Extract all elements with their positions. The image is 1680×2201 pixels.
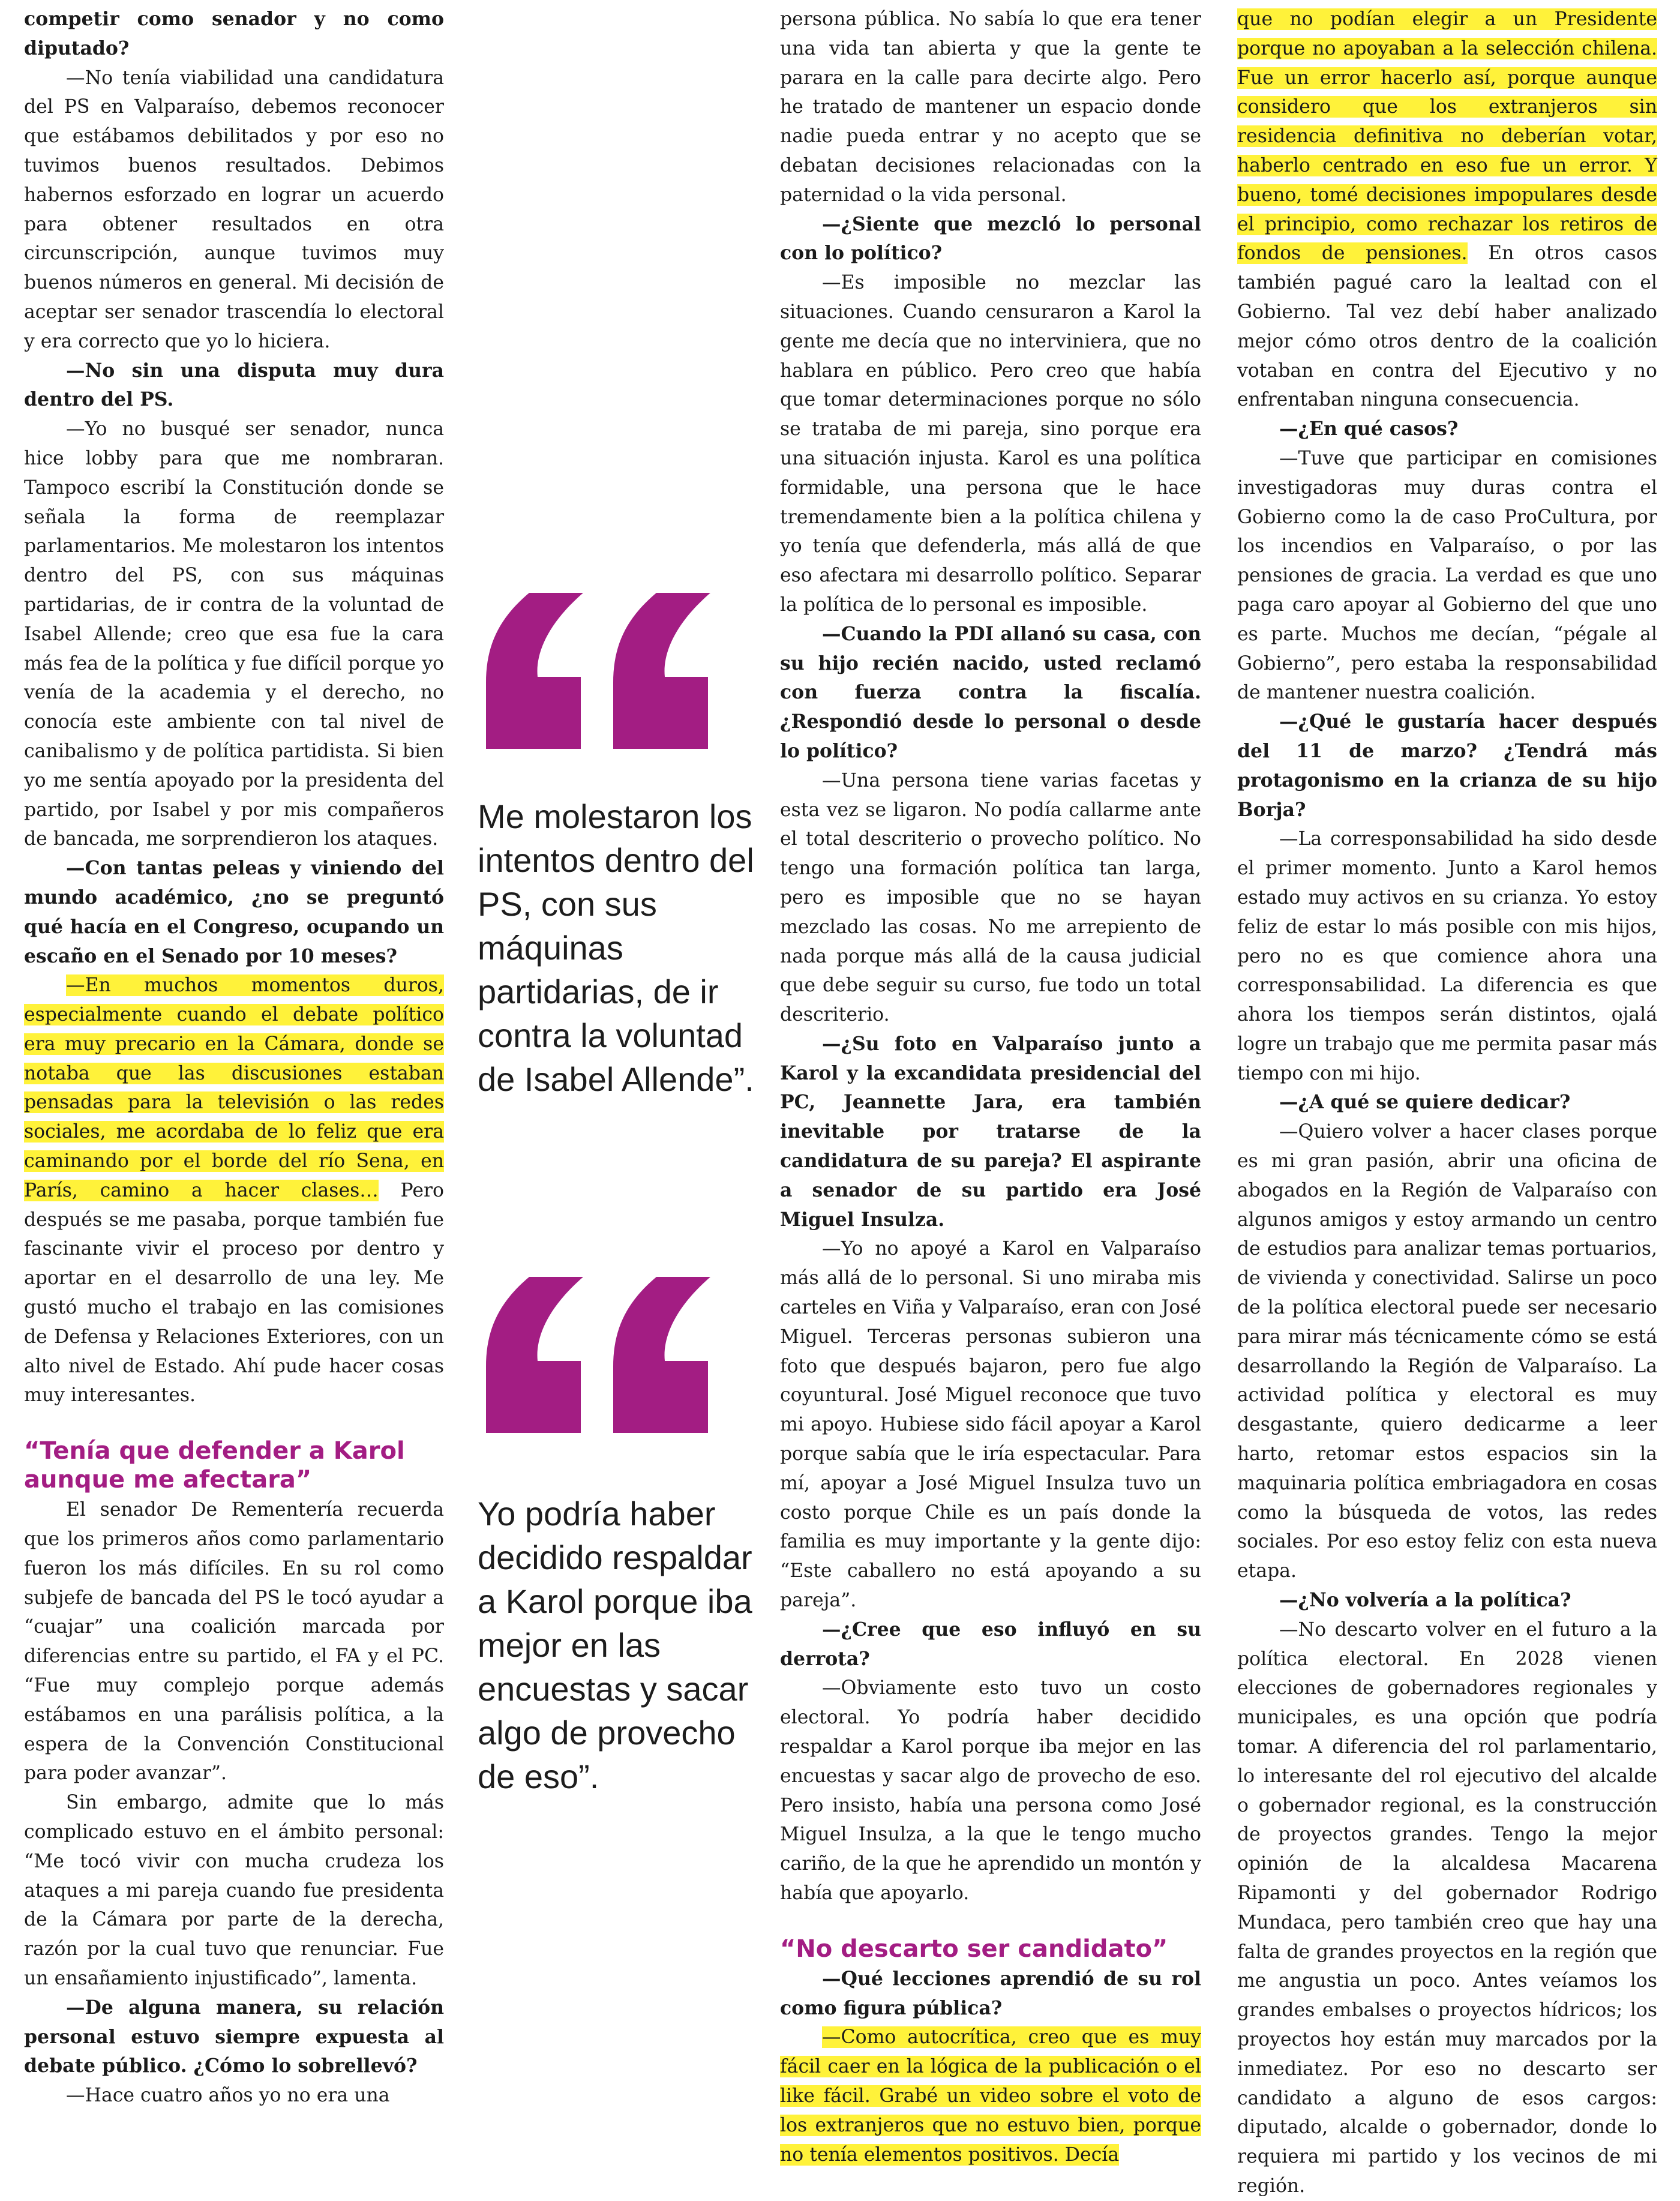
pull-quote-1: Me molestaron los intentos dentro del PS, con sus máquinas partidarias, de ir contra la voluntad de Isabel Allende”. <box>478 797 754 1098</box>
body-paragraph <box>24 2081 444 2110</box>
paragraph-text: —¿Cree que eso influyó en su derrota? <box>780 1618 1201 1670</box>
paragraph-text: —No tenía viabilidad una candidatura del PS en Valparaíso, debemos reconocer que estábamos debilitados y por eso no tuvimos buenos resultados. Debimos habernos esforzado en lograr un acuerdo para obtener resultados en otra circunscripción, aunque tuvimos muy buenos números en general. Mi decisión de aceptar ser senador trascendía lo electoral y era correcto que yo lo hiciera. <box>24 67 444 352</box>
interview-question <box>780 1030 1201 1235</box>
interview-question <box>24 854 444 971</box>
body-paragraph <box>780 1234 1201 1615</box>
interview-question <box>1237 1586 1657 1615</box>
article-column-1 <box>24 5 444 2110</box>
interview-question <box>780 620 1201 766</box>
paragraph-text: persona pública. No sabía lo que era tener una vida tan abierta y que la gente te parara en la calle para decirte algo. Pero he tratado de mantener un espacio donde nadie pueda entrar y no acepto que se debatan decisiones relacionadas con la paternidad o la vida personal. <box>780 8 1201 206</box>
paragraph-text: —Obviamente esto tuvo un costo electoral. Yo podría haber decidido respaldar a Karol porque iba mejor en las encuestas y sacar algo de provecho de eso. Pero insisto, había una persona como José Miguel Insulza, a la que le tengo mucho cariño, de la que he aprendido un montón y había que apoyarlo. <box>780 1677 1201 1904</box>
body-paragraph <box>1237 824 1657 1088</box>
pull-quote-2: Yo podría haber decidido respaldar a Karol porque iba mejor en las encuestas y sacar algo de provecho de eso”. <box>478 1495 752 1795</box>
quote-mark-icon <box>475 1266 739 1434</box>
paragraph-text: —¿No volvería a la política? <box>1279 1589 1571 1612</box>
interview-question <box>24 356 444 415</box>
body-paragraph <box>24 971 444 1410</box>
body-paragraph <box>1237 1117 1657 1586</box>
paragraph-text: Pero después se me pasaba, porque también fue fascinante vivir el proceso por dentro y aportar en el desarrollo de una ley. Me gustó mucho el trabajo en las comisiones de Defensa y Relaciones Exteriores, con un alto nivel de Estado. Ahí pude hacer cosas muy interesantes. <box>24 1179 444 1407</box>
paragraph-text: “No descarto ser candidato” <box>780 1935 1168 1963</box>
paragraph-text: —¿En qué casos? <box>1279 418 1459 440</box>
paragraph-text: —Qué lecciones aprendió de su rol como figura pública? <box>780 1967 1201 2019</box>
interview-question <box>24 5 444 64</box>
paragraph-text: —¿Qué le gustaría hacer después del 11 de marzo? ¿Tendrá más protagonismo en la crianza de su hijo Borja? <box>1237 710 1657 821</box>
paragraph-text: —Yo no busqué ser senador, nunca hice lobby para que me nombraran. Tampoco escribí la Constitución donde se señala la forma de reemplazar parlamentarios. Me molestaron los intentos dentro del PS, con sus máquinas partidarias, de ir contra de la voluntad de Isabel Allende; creo que esa fue la cara más fea de la política y fue difícil porque yo venía de la academia y el derecho, no conocía este ambiente con tal nivel de canibalismo y de política partidista. Si bien yo me sentía apoyado por la presidenta del partido, por Isabel y por mis compañeros de bancada, me sorprendieron los ataques. <box>24 418 444 850</box>
section-subheading <box>24 1437 444 1494</box>
interview-question <box>1237 1088 1657 1117</box>
body-paragraph <box>780 268 1201 620</box>
interview-question <box>1237 415 1657 444</box>
interview-question <box>780 1965 1201 2023</box>
article-column-3 <box>1237 5 1657 2201</box>
paragraph-text: —No descarto volver en el futuro a la política electoral. En 2028 vienen elecciones de gobernadores regionales y municipales, es una opción que podría tomar. A diferencia del rol parlamentario, lo interesante del rol ejecutivo del alcalde o gobernador regional, es la construcción de proyectos grandes. Tengo la mejor opinión de la alcaldesa Macarena Ripamonti y del gobernador Rodrigo Mundaca, pero también creo que hay una falta de grandes proyectos en la región que me angustia un poco. Antes veíamos los grandes embalses o proyectos hídricos; los proyectos hoy están muy marcados por la inmediatez. Por eso no descarto ser candidato a alguno de esos cargos: diputado, alcalde o gobernador, donde lo requiera mi partido y los vecinos de mi región. <box>1237 1618 1657 2197</box>
interview-question <box>780 1615 1201 1674</box>
body-paragraph <box>780 2023 1201 2169</box>
paragraph-text: —Yo no apoyé a Karol en Valparaíso más allá de lo personal. Si uno miraba mis carteles en Viña y Valparaíso, eran con José Miguel. Terceras personas subieron una foto que después bajaron, pero fue algo coyuntural. José Miguel reconoce que tuvo mi apoyo. Hubiese sido fácil apoyar a Karol porque sabía que le iría espectacular. Para mí, apoyar a José Miguel Insulza tuvo un costo porque Chile es un país donde la familia es muy importante y la gente dijo: “Este caballero no está apoyando a su pareja”. <box>780 1238 1201 1612</box>
body-paragraph <box>780 766 1201 1030</box>
interview-question <box>24 1993 444 2081</box>
paragraph-text: —No sin una disputa muy dura dentro del PS. <box>24 359 444 411</box>
paragraph-text: —Hace cuatro años yo no era una <box>66 2085 390 2107</box>
highlighted-text: —En muchos momentos duros, especialmente cuando el debate político era muy precario en la Cámara, donde se notaba que las discusiones estaban pensadas para la televisión o las redes sociales, me acordaba de lo feliz que era caminando por el borde del río Sena, en París, camino a hacer clases… <box>24 974 444 1201</box>
paragraph-text: —¿A qué se quiere dedicar? <box>1279 1091 1571 1114</box>
section-subheading <box>780 1935 1201 1963</box>
paragraph-text: —Es imposible no mezclar las situaciones. Cuando censuraron a Karol la gente me decía que no interviniera, que no hablara en público. Pero creo que había que tomar determinaciones porque no sólo se trataba de mi pareja, sino porque era una situación injusta. Karol es una política formidable, una persona que le hace tremendamente bien a la política chilena y yo tenía que defenderla, más allá de que eso afectara mi desarrollo político. Separar la política de lo personal es imposible. <box>780 272 1201 616</box>
body-paragraph <box>1237 1615 1657 2201</box>
quote-mark-icon <box>475 582 739 750</box>
body-paragraph <box>1237 5 1657 415</box>
paragraph-text: “Tenía que defender a Karol aunque me afectara” <box>24 1437 405 1494</box>
body-paragraph <box>780 5 1201 210</box>
paragraph-text: —¿Su foto en Valparaíso junto a Karol y la excandidata presidencial del PC, Jeannette Jara, era también inevitable por tratarse de la candidatura de su pareja? El aspirante a senador de su partido era José Miguel Insulza. <box>780 1032 1201 1231</box>
paragraph-text: —De alguna manera, su relación personal estuvo siempre expuesta al debate público. ¿Cómo lo sobrellevó? <box>24 1996 444 2077</box>
interview-question <box>1237 707 1657 824</box>
highlighted-text: —Como autocrítica, creo que es muy fácil caer en la lógica de la publicación o el like fácil. Grabé un video sobre el voto de los extranjeros que no estuvo bien, porque no tenía elementos positivos. Decía <box>780 2026 1201 2166</box>
body-paragraph <box>780 1674 1201 1908</box>
paragraph-text: competir como senador y no como diputado? <box>24 8 444 59</box>
paragraph-text: —Con tantas peleas y viniendo del mundo académico, ¿no se preguntó qué hacía en el Congreso, ocupando un escaño en el Senado por 10 meses? <box>24 857 444 967</box>
paragraph-text: —Una persona tiene varias facetas y esta vez se ligaron. No podía callarme ante el total descriterio o provecho político. No tengo una formación política tan larga, pero es imposible que no se hayan mezclado las cosas. No me arrepiento de nada porque más allá de la causa judicial que debe seguir su curso, fue todo un total descriterio. <box>780 769 1201 1026</box>
paragraph-text: —Quiero volver a hacer clases porque es mi gran pasión, abrir una oficina de abogados en la Región de Valparaíso con algunos amigos y estoy armando un centro de estudios para analizar temas portuarios, de vivienda y conectividad. Salirse un poco de la política electoral puede ser necesario para mirar más técnicamente cómo se está desarrollando la Región de Valparaíso. La actividad política y electoral es muy desgastante, quiero dedicarme a leer harto, retomar estos espacios sin la maquinaria política embriagadora en cosas como la búsqueda de votos, las redes sociales. Por eso estoy feliz con esta nueva etapa. <box>1237 1121 1657 1582</box>
body-paragraph <box>24 1788 444 1993</box>
body-paragraph <box>24 415 444 854</box>
paragraph-text: —¿Siente que mezcló lo personal con lo político? <box>780 212 1201 265</box>
interview-question <box>780 210 1201 269</box>
body-paragraph <box>24 1495 444 1788</box>
paragraph-text: —La corresponsabilidad ha sido desde el primer momento. Junto a Karol hemos estado muy activos en su crianza. Yo estoy feliz de estar lo más posible con mis hijos, pero no es que comience ahora una corresponsabilidad. La diferencia es que ahora los tiempos serán distintos, ojalá logre un trabajo que me permita pasar más tiempo con mi hijo. <box>1237 828 1657 1084</box>
paragraph-text: —Tuve que participar en comisiones investigadoras muy duras contra el Gobierno como la de caso ProCultura, por los incendios en Valparaíso, o por las pensiones de gracia. La verdad es que uno paga caro apoyar al Gobierno del que uno es parte. Muchos me decían, “pégale al Gobierno”, pero estaba la responsabilidad de mantener nuestra coalición. <box>1237 447 1657 704</box>
article-column-2 <box>780 5 1201 2169</box>
paragraph-text: —Cuando la PDI allanó su casa, con su hijo recién nacido, usted reclamó con fuerza contra la fiscalía. ¿Respondió desde lo personal o desde lo político? <box>780 622 1201 762</box>
body-paragraph <box>1237 444 1657 707</box>
paragraph-text: El senador De Rementería recuerda que los primeros años como parlamentario fueron los más difíciles. En su rol como subjefe de bancada del PS le tocó ayudar a “cuajar” una coalición marcada por diferencias entre su partido, el FA y el PC. “Fue muy complejo porque además estábamos en una parálisis política, a la espera de la Convención Constitucional para poder avanzar”. <box>24 1499 444 1785</box>
body-paragraph <box>24 64 444 356</box>
paragraph-text: En otros casos también pagué caro la lealtad con el Gobierno. Tal vez debí haber analizado mejor cómo otros dentro de la coalición votaban en contra del Ejecutivo y no enfrentaban ninguna consecuencia. <box>1237 242 1657 411</box>
paragraph-text: Sin embargo, admite que lo más complicado estuvo en el ámbito personal: “Me tocó vivir con mucha crudeza los ataques a mi pareja cuando fue presidenta de la Cámara por parte de la derecha, razón por la cual tuvo que renunciar. Fue un ensañamiento injustificado”, lamenta. <box>24 1792 444 1989</box>
highlighted-text: que no podían elegir a un Presidente porque no apoyaban a la selección chilena. Fue un error hacerlo así, porque aunque considero que los extranjeros sin residencia definitiva no deberían votar, haberlo centrado en eso fue un error. Y bueno, tomé decisiones impopulares desde el principio, como rechazar los retiros de fondos de pensiones. <box>1237 8 1657 265</box>
